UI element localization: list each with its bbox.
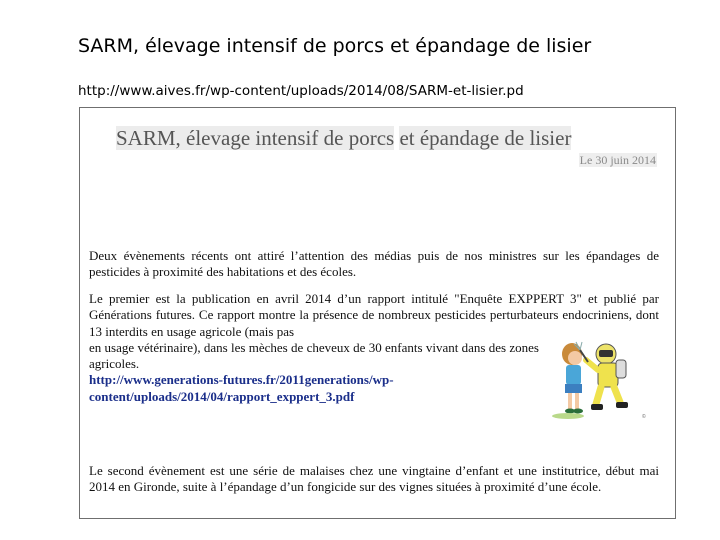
slide-title: SARM, élevage intensif de porcs et épandage de lisier: [78, 35, 592, 57]
pesticide-spraying-illustration: [546, 332, 658, 422]
paragraph-1: Deux évènements récents ont attiré l’attention des médias puis de nos ministres sur les épandages de pesticides à proximité des habitations et des écoles.: [89, 248, 659, 280]
child-figure-icon: [552, 343, 584, 419]
document-title: [116, 125, 661, 151]
document-title-part1: SARM, élevage intensif de porcs: [116, 126, 395, 150]
paragraph-3: Le second évènement est une série de malaises chez une vingtaine d’enfant et une institutrice, début mai 2014 en Gironde, suite à l’épandage d’un fongicide sur des vignes situées à proximité d’une école.: [89, 463, 659, 495]
svg-text:©: ©: [642, 414, 646, 420]
document-title-part2: et épandage de lisier: [399, 126, 572, 150]
paragraph-2-text: Le premier est la publication en avril 2014 d’un rapport intitulé "Enquête EXPPERT 3" et publié par Générations futures. Ce rapport montre la présence de nombreux pesticides perturbateurs endocriniens, dont 13 interdits en usage agricole (mais pas: [89, 291, 659, 339]
paragraph-2-continued: en usage vétérinaire), dans les mèches de cheveux de 30 enfants vivant dans des zones agricoles.: [89, 339, 539, 372]
report-link-line-2[interactable]: content/uploads/2014/04/rapport_exppert_3.pdf: [89, 388, 355, 404]
sprayer-figure-icon: [574, 342, 646, 420]
report-link-line-1[interactable]: http://www.generations-futures.fr/2011generations/wp-: [89, 372, 394, 388]
source-url: http://www.aives.fr/wp-content/uploads/2014/08/SARM-et-lisier.pd: [78, 83, 524, 99]
document-excerpt: [79, 107, 676, 519]
document-date: Le 30 juin 2014: [579, 153, 656, 167]
